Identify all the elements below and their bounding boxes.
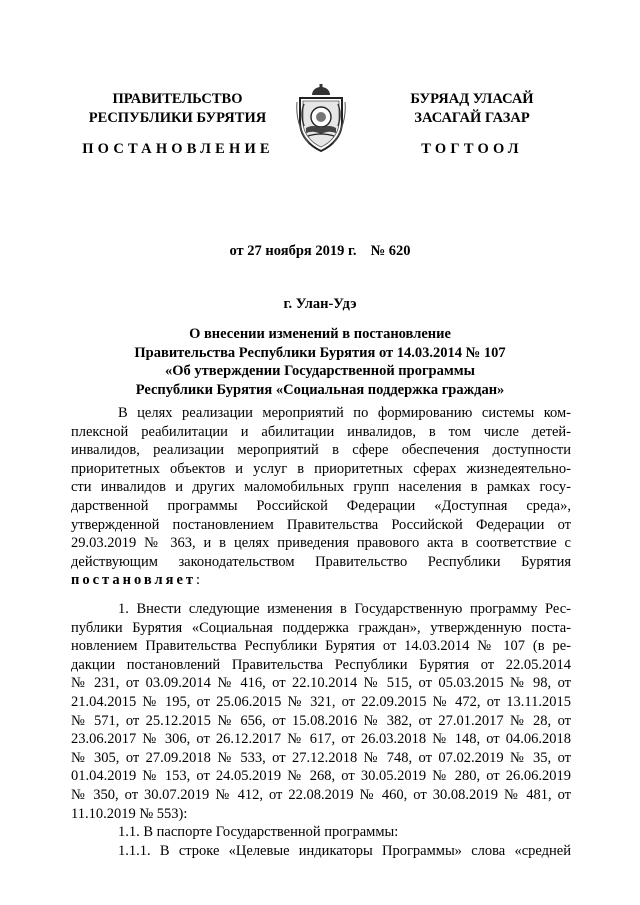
text-line: дарственной программы Российской Федерации «Доступная среда», xyxy=(71,497,571,514)
item-1-paragraph xyxy=(71,600,571,860)
item-1-1-1: 1.1.1. В строке «Целевые индикаторы Программы» слова «средней xyxy=(118,842,571,859)
title-line: Правительства Республики Бурятия от 14.03.2014 № 107 xyxy=(134,344,506,361)
text-line: 23.06.2017 № 306, от 26.12.2017 № 617, от 26.03.2018 № 148, от 04.06.2018 xyxy=(71,731,571,748)
header-left-line2: РЕСПУБЛИКИ БУРЯТИЯ xyxy=(88,110,267,126)
government-name-russian xyxy=(70,90,285,128)
text-line: плексной реабилитации и абилитации инвалидов, в том числе детей- xyxy=(71,423,571,440)
document-type-buryat: ТОГТООЛ xyxy=(421,141,523,157)
text-line: утвержденной постановлением Правительства Российской Федерации от xyxy=(71,516,571,533)
document-number: № 620 xyxy=(370,243,411,259)
header-right-line1: БУРЯАД УЛАСАЙ xyxy=(410,91,534,107)
text-line xyxy=(71,571,571,590)
text-line: 1. Внести следующие изменения в Государственную программу Рес- xyxy=(118,601,571,617)
preamble-paragraph xyxy=(71,404,571,590)
text-line: № 231, от 03.09.2014 № 416, от 22.10.2014 № 515, от 05.03.2015 № 98, от xyxy=(71,675,571,692)
postanovlyaet-colon: : xyxy=(196,572,201,589)
title-line: О внесении изменений в постановление xyxy=(189,326,451,342)
text-line: инвалидов, реализации мероприятий в сфере обеспечения доступности xyxy=(71,442,571,459)
title-line: «Об утверждении Государственной программы xyxy=(165,363,475,379)
text-line: 29.03.2019 № 363, и в целях приведения правового акта в соответствие с xyxy=(71,535,571,552)
text-line: дакции постановлений Правительства Республики Бурятия от 22.05.2014 xyxy=(71,656,571,673)
text-line: сти инвалидов и других маломобильных групп населения в рамках госу- xyxy=(71,479,571,496)
text-line: публики Бурятия «Социальная поддержка граждан», утвержденную поста- xyxy=(71,619,571,636)
text-line: № 305, от 27.09.2018 № 533, от 27.12.2018 № 748, от 07.02.2019 № 35, от xyxy=(71,749,571,766)
text-line: приоритетных объектов и услуг в приоритетных сферах жизнедеятельно- xyxy=(71,460,571,477)
buryatia-coat-of-arms xyxy=(293,84,349,154)
item-1-1: 1.1. В паспорте Государственной программы: xyxy=(118,824,399,841)
text-line: В целях реализации мероприятий по формированию системы ком- xyxy=(118,405,571,421)
document-title xyxy=(60,325,580,399)
text-line: действующим законодательством Правительство Республики Бурятия xyxy=(71,553,571,570)
government-name-buryat xyxy=(372,90,572,128)
header-right-line2: ЗАСАГАЙ ГАЗАР xyxy=(414,110,530,126)
document-date-line xyxy=(0,243,640,260)
text-line: 01.04.2019 № 153, от 24.05.2019 № 268, от 30.05.2019 № 280, от 26.06.2019 xyxy=(71,768,571,785)
postanovlyaet-word: постановляет xyxy=(71,572,197,589)
document-type-russian: ПОСТАНОВЛЕНИЕ xyxy=(82,141,274,157)
text-line: 21.04.2015 № 195, от 25.06.2015 № 321, от 22.09.2015 № 472, от 13.11.2015 xyxy=(71,693,571,710)
header-left-line1: ПРАВИТЕЛЬСТВО xyxy=(112,91,243,107)
document-date: от 27 ноября 2019 г. xyxy=(229,243,357,259)
text-line: 11.10.2019 № 553): xyxy=(71,805,188,822)
document-city: г. Улан-Удэ xyxy=(283,296,357,312)
title-line: Республики Бурятия «Социальная поддержка граждан» xyxy=(135,381,505,398)
text-line: № 571, от 25.12.2015 № 656, от 15.08.2016 № 382, от 27.01.2017 № 28, от xyxy=(71,712,571,729)
text-line: новлением Правительства Республики Бурятия от 14.03.2014 № 107 (в ре- xyxy=(71,638,571,655)
text-line: № 350, от 30.07.2019 № 412, от 22.08.2019 № 460, от 30.08.2019 № 481, от xyxy=(71,786,571,803)
